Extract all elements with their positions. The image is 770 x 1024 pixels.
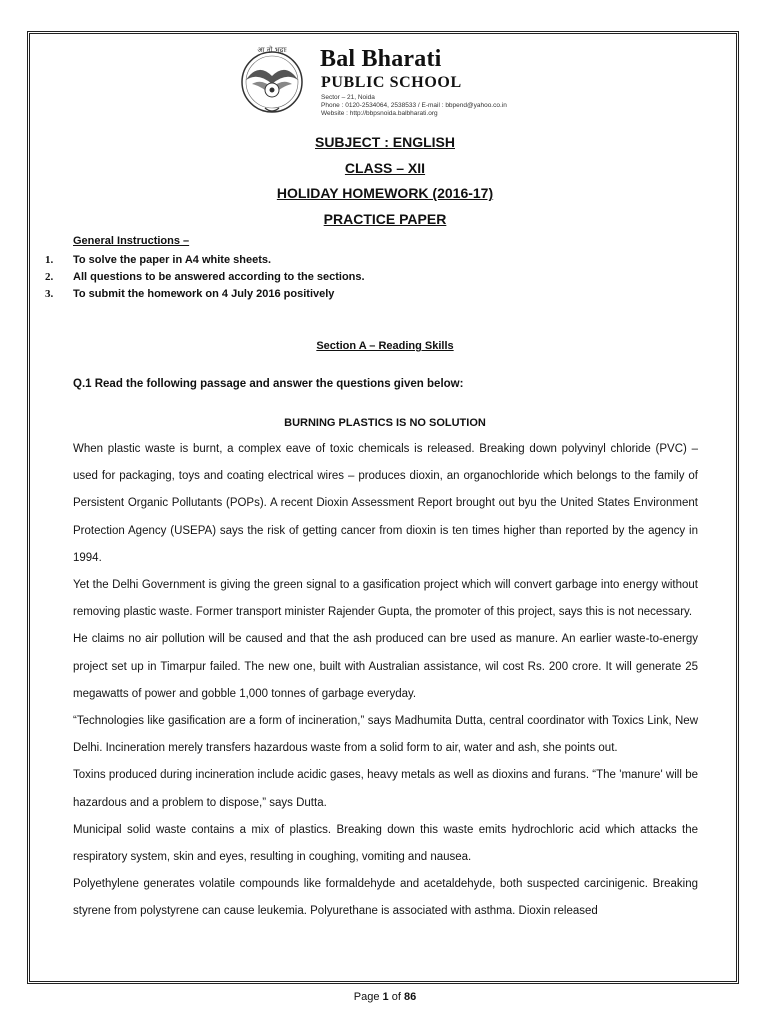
instruction-text: To submit the homework on 4 July 2016 positively	[73, 288, 335, 300]
instructions-title: General Instructions –	[73, 235, 190, 247]
passage-title: BURNING PLASTICS IS NO SOLUTION	[284, 417, 486, 429]
instruction-number: 1.	[45, 254, 54, 266]
passage-paragraph: “Technologies like gasification are a form of incineration,” says Madhumita Dutta, central coordinator with Toxics Link, New Delhi. Incineration merely transfers hazardous waste from a solid form to air, water and ash, she points out.	[73, 715, 698, 755]
passage-paragraph: When plastic waste is burnt, a complex eave of toxic chemicals is released. Breaking down polyvinyl chloride (PVC) – used for packaging, toys and coating electrical wires – produces dioxin, an organochloride which belongs to the family of Persistent Organic Pollutants (POPs). A recent Dioxin Assessment Report brought out byu the United States Environment Protection Agency (USEPA) says the risk of getting cancer from dioxin is ten times higher than reported by the agency in 1994.	[73, 443, 698, 564]
paper-title: PRACTICE PAPER	[323, 211, 447, 227]
instruction-text: All questions to be answered according to the sections.	[73, 271, 365, 283]
subject-title: SUBJECT : ENGLISH	[314, 134, 455, 150]
class-title: CLASS – XII	[344, 160, 426, 176]
instruction-item	[45, 271, 365, 283]
school-type: PUBLIC SCHOOL	[321, 74, 462, 91]
instruction-text: To solve the paper in A4 white sheets.	[73, 254, 272, 266]
section-title: Section A – Reading Skills	[316, 340, 454, 352]
homework-title: HOLIDAY HOMEWORK (2016-17)	[276, 185, 494, 201]
question-text: Q.1 Read the following passage and answer the questions given below:	[73, 378, 464, 390]
emblem-motto: आ नो भद्राः	[257, 46, 287, 54]
footer-middle: of	[388, 991, 404, 1003]
passage-body	[73, 436, 698, 926]
passage-paragraph: Polyethylene generates volatile compounds like formaldehyde and acetaldehyde, both suspected carcinigenic. Breaking styrene from polystyrene can cause leukemia. Polyurethane is associated with asthma. Dioxin released	[73, 878, 698, 918]
instruction-number: 3.	[45, 288, 54, 300]
page-total: 86	[403, 991, 417, 1003]
school-emblem-icon	[232, 40, 312, 120]
instruction-item	[45, 288, 334, 300]
school-address: Sector – 21, Noida	[321, 94, 375, 101]
passage-paragraph: Yet the Delhi Government is giving the green signal to a gasification project which will convert garbage into energy without removing plastic waste. Former transport minister Rajender Gupta, the promoter of this project, says this is not necessary.	[73, 579, 698, 619]
page-footer	[0, 991, 770, 1003]
school-header	[232, 40, 532, 120]
school-phone: Phone : 0120-2534064, 2538533 / E-mail : bbpend@yahoo.co.in	[321, 102, 507, 109]
passage-paragraph: Toxins produced during incineration include acidic gases, heavy metals as well as dioxins and furans. “The 'manure' will be hazardous and a problem to dispose,” says Dutta.	[73, 769, 698, 809]
instruction-number: 2.	[45, 271, 54, 283]
school-website: Website : http://bbpsnoida.balbharati.org	[321, 110, 438, 117]
passage-paragraph: Municipal solid waste contains a mix of plastics. Breaking down this waste emits hydrochloric acid which attacks the respiratory system, skin and eyes, resulting in coughing, vomiting and nausea.	[73, 823, 698, 864]
school-name: Bal Bharati	[320, 46, 442, 72]
page-number: 1	[382, 991, 389, 1003]
instruction-item	[45, 254, 271, 266]
footer-prefix: Page	[353, 991, 383, 1003]
passage-paragraph: He claims no air pollution will be caused and that the ash produced can bre used as manure. An earlier waste-to-energy project set up in Timarpur failed. The new one, built with Australian assistance, wil cost Rs. 200 crore. It will generate 25 megawatts of power and gobble 1,000 tonnes of garbage everyday.	[73, 633, 698, 700]
